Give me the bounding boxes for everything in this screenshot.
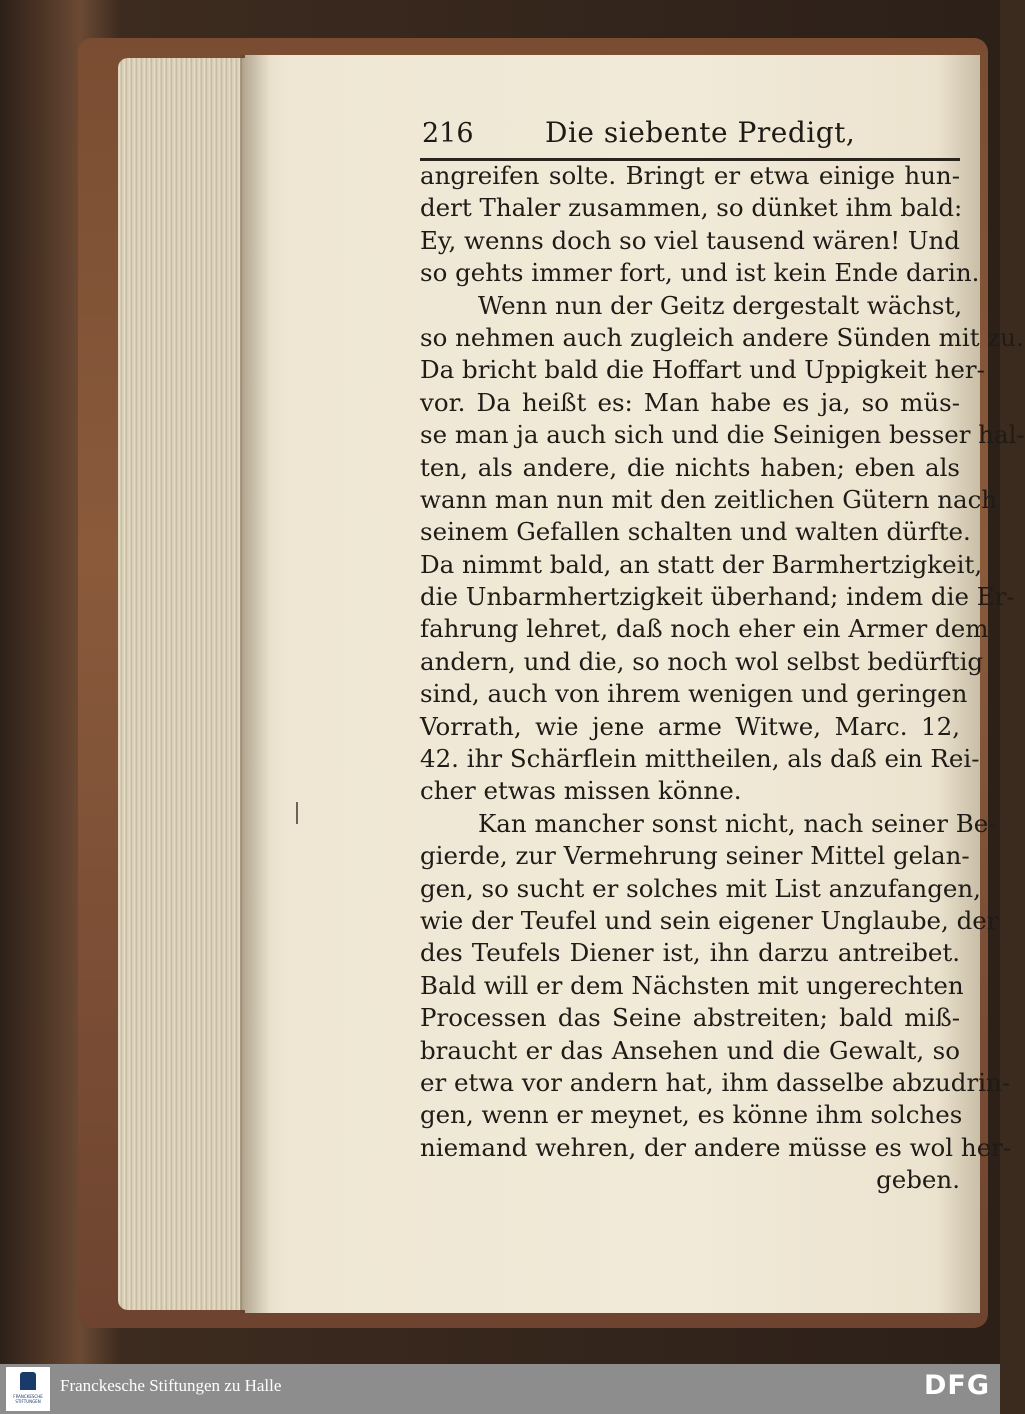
text-line: fahrung lehret, daß noch eher ein Armer dem [420, 614, 989, 644]
text-line: Kan mancher sonst nicht, nach seiner Be- [478, 808, 997, 838]
text-line: gen, wenn er meynet, es könne ihm solches [420, 1100, 963, 1130]
text-line: wann man nun mit den zeitlichen Gütern nach [420, 484, 998, 514]
text-line: cher etwas missen könne. [420, 776, 742, 806]
text-line: die Unbarmhertzigkeit überhand; indem die Er- [420, 582, 1015, 612]
text-line: wie der Teufel und sein eigener Unglaube, der [420, 905, 999, 935]
text-line: Vorrath, wie jene arme Witwe, Marc. 12, [420, 711, 960, 741]
text-line: Da nimmt bald, an statt der Barmhertzigkeit, [420, 549, 983, 579]
body-text [420, 160, 1025, 1197]
margin-mark [296, 802, 298, 824]
text-line: braucht er das Ansehen und die Gewalt, so [420, 1035, 960, 1065]
running-title: Die siebente Predigt, [545, 116, 856, 149]
page-number: 216 [422, 118, 474, 149]
text-line: se man ja auch sich und die Seinigen besser hal- [420, 420, 1025, 450]
dfg-logo[interactable]: DFG [923, 1370, 990, 1401]
franckesche-logo[interactable] [6, 1367, 50, 1411]
viewer-footer [0, 1364, 1000, 1414]
logo-text: FRANCKESCHE STIFTUNGEN [13, 1394, 43, 1404]
text-line: Wenn nun der Geitz dergestalt wächst, [478, 290, 963, 320]
text-line: Da bricht bald die Hoffart und Uppigkeit her- [420, 355, 985, 385]
text-line: seinem Gefallen schalten und walten dürfte. [420, 517, 971, 547]
text-line: sind, auch von ihrem wenigen und geringen [420, 679, 968, 709]
text-line: dert Thaler zusammen, so dünket ihm bald: [420, 193, 963, 223]
text-line: vor. Da heißt es: Man habe es ja, so müs- [420, 387, 960, 417]
text-line: so gehts immer fort, und ist kein Ende darin. [420, 258, 980, 288]
text-line: Ey, wenns doch so viel tausend wären! Und [420, 225, 960, 255]
text-line: niemand wehren, der andere müsse es wol her- [420, 1132, 1012, 1162]
page-edges [118, 58, 258, 1310]
text-line: ten, als andere, die nichts haben; eben als [420, 452, 960, 482]
text-line: andern, und die, so noch wol selbst bedürftig [420, 646, 984, 676]
text-line: des Teufels Diener ist, ihn darzu antreibet. [420, 938, 960, 968]
building-icon [20, 1372, 36, 1390]
page-header [420, 110, 960, 160]
gutter-shadow [240, 55, 270, 1313]
text-line: Bald will er dem Nächsten mit ungerechten [420, 970, 964, 1000]
text-line: 42. ihr Schärflein mittheilen, als daß ein Rei- [420, 744, 980, 774]
text-line: Processen das Seine abstreiten; bald miß- [420, 1003, 960, 1033]
text-line: er etwa vor andern hat, ihm dasselbe abzudrin- [420, 1067, 1011, 1097]
text-line: so nehmen auch zugleich andere Sünden mit zu. [420, 322, 1024, 352]
text-line: angreifen solte. Bringt er etwa einige hun- [420, 161, 960, 190]
institution-link[interactable]: Franckesche Stiftungen zu Halle [60, 1376, 282, 1395]
catchword: geben. [876, 1165, 960, 1195]
text-line: gen, so sucht er solches mit List anzufangen, [420, 873, 981, 903]
text-line: gierde, zur Vermehrung seiner Mittel gelan- [420, 841, 970, 871]
